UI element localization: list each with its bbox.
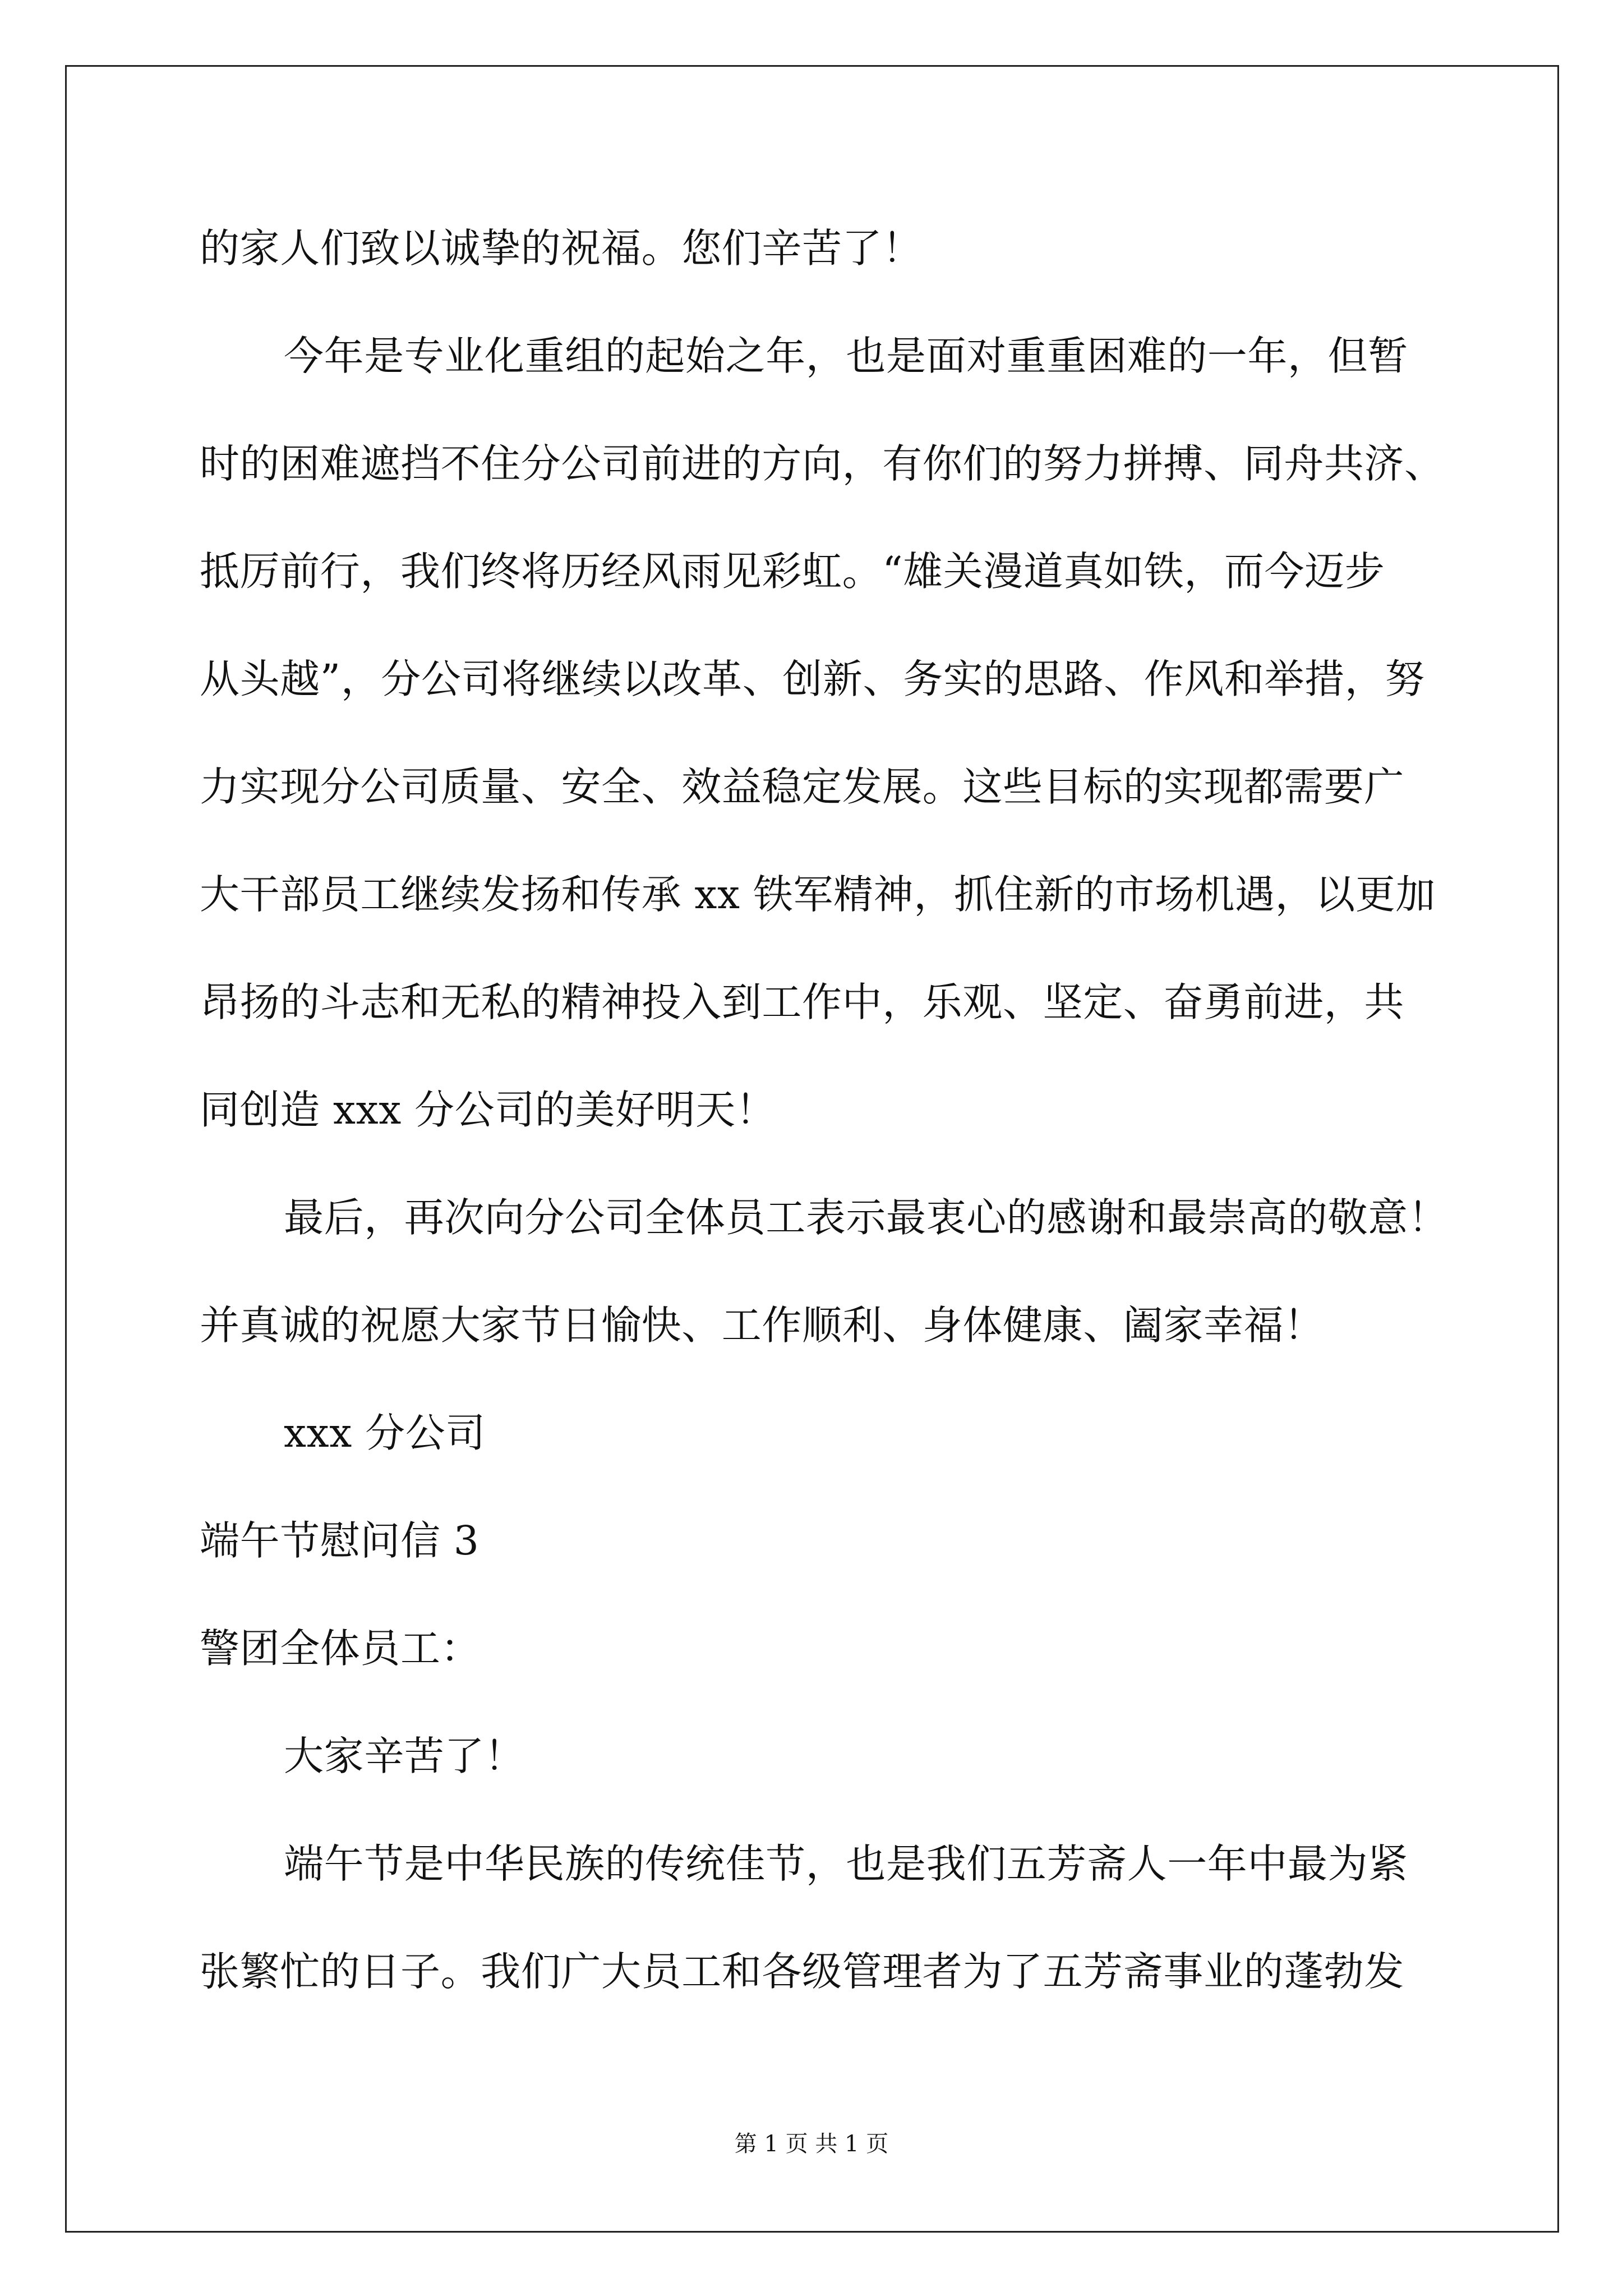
body-line: 并真诚的祝愿大家节日愉快、工作顺利、身体健康、阖家幸福！	[200, 1302, 1324, 1349]
section-title: 端午节慰问信 3	[200, 1517, 479, 1564]
body-line: 抵厉前行，我们终将历经风雨见彩虹。“雄关漫道真如铁，而今迈步	[200, 548, 1385, 595]
body-line: 的家人们致以诚挚的祝福。您们辛苦了！	[200, 225, 923, 272]
paragraph-start-line: 今年是专业化重组的起始之年，也是面对重重困难的一年，但暂	[284, 333, 1408, 379]
body-line: 时的困难遮挡不住分公司前进的方向，有你们的努力拼搏、同舟共济、	[200, 440, 1445, 487]
body-line: 大干部员工继续发扬和传承 xx 铁军精神，抓住新的市场机遇，以更加	[200, 871, 1436, 918]
paragraph-start-line: 最后，再次向分公司全体员工表示最衷心的感谢和最崇高的敬意！	[284, 1194, 1449, 1241]
body-line: 张繁忙的日子。我们广大员工和各级管理者为了五芳斋事业的蓬勃发	[200, 1948, 1405, 1995]
body-line: 同创造 xxx 分公司的美好明天！	[200, 1087, 776, 1133]
paragraph-start-line: 端午节是中华民族的传统佳节，也是我们五芳斋人一年中最为紧	[284, 1841, 1408, 1887]
body-line: 力实现分公司质量、安全、效益稳定发展。这些目标的实现都需要广	[200, 763, 1405, 810]
body-line: 从头越”，分公司将继续以改革、创新、务实的思路、作风和举措，努	[200, 656, 1425, 702]
salutation-line: 警团全体员工：	[200, 1625, 481, 1672]
signature-line: xxx 分公司	[284, 1410, 486, 1456]
greeting-line: 大家辛苦了！	[284, 1733, 525, 1779]
page-footer: 第 1 页 共 1 页	[734, 2131, 889, 2157]
body-line: 昂扬的斗志和无私的精神投入到工作中，乐观、坚定、奋勇前进，共	[200, 979, 1405, 1025]
page-border	[65, 65, 1559, 2233]
